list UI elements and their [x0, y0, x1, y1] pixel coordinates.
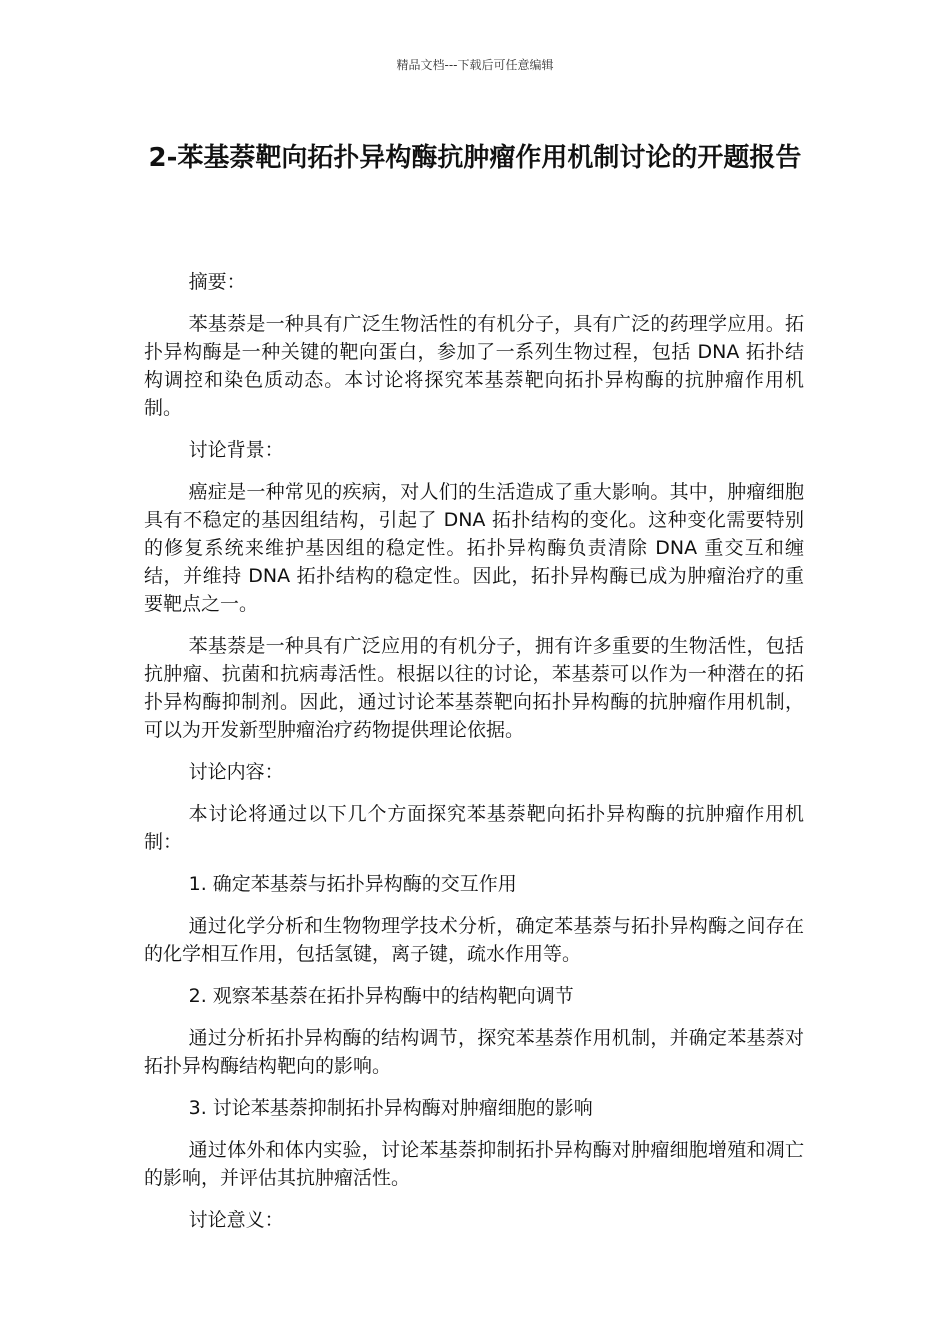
- background-paragraph-2: 苯基萘是一种具有广泛应用的有机分子，拥有许多重要的生物活性，包括抗肿瘤、抗菌和抗病毒活性。根据以往的讨论，苯基萘可以作为一种潜在的拓扑异构酶抑制剂。因此，通过讨论苯基萘靶向拓扑异构酶的抗肿瘤作用机制，可以为开发新型肿瘤治疗药物提供理论依据。: [144, 635, 804, 741]
- item-2-heading: 2. 观察苯基萘在拓扑异构酶中的结构靶向调节: [188, 985, 574, 1007]
- item-3-paragraph: 通过体外和体内实验，讨论苯基萘抑制拓扑异构酶对肿瘤细胞增殖和凋亡的影响，并评估其抗肿瘤活性。: [144, 1139, 804, 1189]
- document-title: 2-苯基萘靶向拓扑异构酶抗肿瘤作用机制讨论的开题报告: [148, 143, 802, 173]
- background-heading: 讨论背景：: [188, 439, 284, 461]
- content-heading: 讨论内容：: [188, 761, 284, 783]
- item-1-paragraph: 通过化学分析和生物物理学技术分析，确定苯基萘与拓扑异构酶之间存在的化学相互作用，包括氢键，离子键，疏水作用等。: [144, 915, 804, 965]
- abstract-heading: 摘要：: [188, 271, 246, 293]
- significance-heading: 讨论意义：: [188, 1209, 284, 1231]
- item-2-paragraph: 通过分析拓扑异构酶的结构调节，探究苯基萘作用机制，并确定苯基萘对拓扑异构酶结构靶向的影响。: [144, 1027, 804, 1077]
- document-body: [144, 268, 804, 1248]
- background-paragraph-1: 癌症是一种常见的疾病，对人们的生活造成了重大影响。其中，肿瘤细胞具有不稳定的基因组结构，引起了 DNA 拓扑结构的变化。这种变化需要特别的修复系统来维护基因组的稳定性。拓扑异构酶负责清除 DNA 重交互和缠结，并维持 DNA 拓扑结构的稳定性。因此，拓扑异构酶已成为肿瘤治疗的重要靶点之一。: [144, 481, 804, 615]
- item-3-heading: 3. 讨论苯基萘抑制拓扑异构酶对肿瘤细胞的影响: [188, 1097, 593, 1119]
- header-note: 精品文档---下载后可任意编辑: [396, 58, 554, 72]
- content-intro-paragraph: 本讨论将通过以下几个方面探究苯基萘靶向拓扑异构酶的抗肿瘤作用机制：: [144, 803, 804, 853]
- item-1-heading: 1. 确定苯基萘与拓扑异构酶的交互作用: [188, 873, 517, 895]
- abstract-paragraph: 苯基萘是一种具有广泛生物活性的有机分子，具有广泛的药理学应用。拓扑异构酶是一种关键的靶向蛋白，参加了一系列生物过程，包括 DNA 拓扑结构调控和染色质动态。本讨论将探究苯基萘靶向拓扑异构酶的抗肿瘤作用机制。: [144, 313, 804, 419]
